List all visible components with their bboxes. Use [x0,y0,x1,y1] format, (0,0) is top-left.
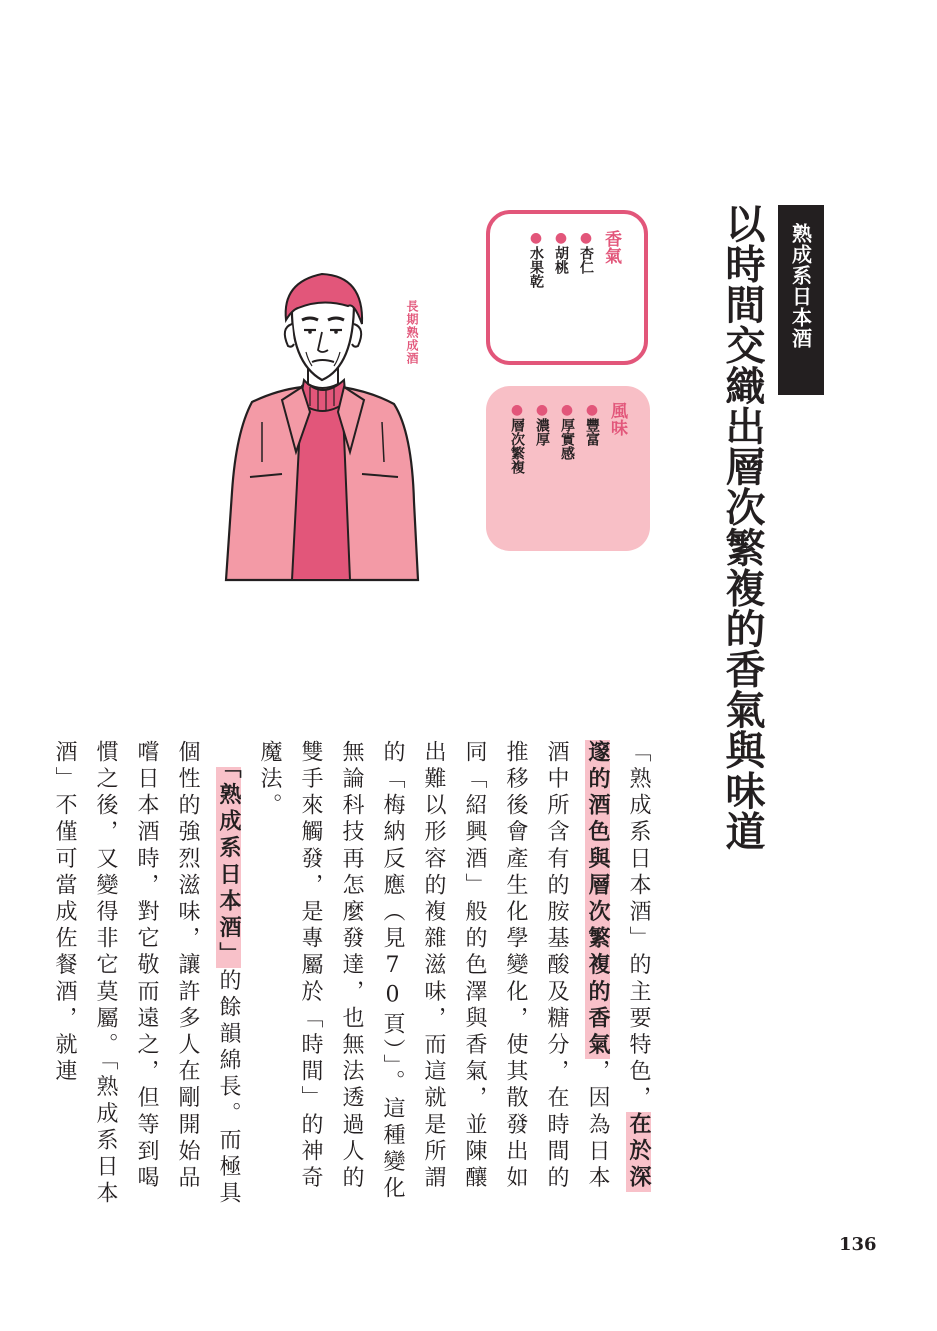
flavor-heading: 風味 [607,402,627,436]
paragraph-1-intro: 「熟成系日本酒」的主要特色， [626,740,651,1113]
aroma-heading: 香氣 [601,230,621,264]
flavor-box [486,386,650,551]
paragraph-1-highlight: 在於深邃的酒色與層次繁複的香氣 [585,740,651,1193]
page-number: 136 [839,1234,877,1255]
flavor-item: ●濃厚 [534,402,550,446]
flavor-item: ●層次繁複 [509,402,525,474]
man-illustration [222,262,422,582]
paragraph-2-highlight: 「熟成系日本酒」 [216,766,241,969]
category-label: 熟成系日本酒 [788,223,813,349]
aroma-item: ●胡桃 [553,230,569,274]
paragraph-2-body: 的餘韻綿長。而極具個性的強烈滋味，讓許多人在剛開始品嚐日本酒時，對它敬而遠之，但等到喝慣之後，又變得非它莫屬。「熟成系日本酒」不僅可當成佐餐酒，就連 [52,740,241,1208]
page-title: 以時間交織出層次繁複的香氣與味道 [719,203,765,851]
aroma-item: ●杏仁 [578,230,594,274]
aroma-box [486,210,648,365]
illustration-label: 長期熟成酒 [405,300,419,365]
aroma-item: ●水果乾 [528,230,544,288]
category-tag [778,205,824,395]
flavor-item: ●豐富 [584,402,600,446]
body-text [44,740,659,1210]
flavor-item: ●厚實感 [559,402,575,460]
paragraph-1-body: ，因為日本酒中所含有的胺基酸及糖分，在時間的推移後會產生化學變化，使其散發出如同「紹興酒」般的色澤與香氣，並陳釀出難以形容的複雜滋味，而這就是所謂的「梅納反應（見70頁）」。這種變化無論科技再怎麼發達，也無法透過人的雙手來觸發，是專屬於「時間」的神奇魔法。 [257,740,610,1203]
